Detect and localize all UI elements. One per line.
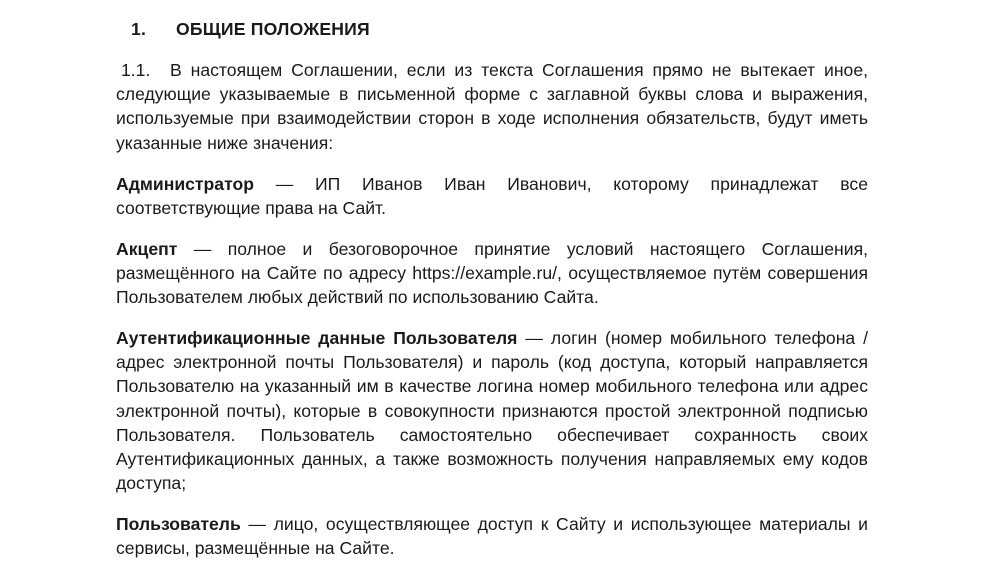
definition-administrator	[116, 172, 868, 220]
section-title: ОБЩИЕ ПОЛОЖЕНИЯ	[176, 19, 370, 39]
definition-text: — лицо, осуществляющее доступ к Сайту и использующее материалы и сервисы, размещённые на Сайте.	[116, 514, 868, 559]
section-heading	[131, 17, 370, 41]
definition-text: — ИП Иванов Иван Иванович, которому принадлежат все соответствующие права на Сайт.	[116, 174, 868, 219]
definition-auth-data	[116, 326, 868, 495]
clause-paragraph	[116, 58, 868, 155]
definition-term: Пользователь	[116, 514, 241, 534]
definition-term: Акцепт	[116, 239, 178, 259]
section-number: 1.	[131, 19, 147, 39]
definition-user	[116, 512, 868, 560]
definition-acceptance	[116, 237, 868, 310]
definition-text: — логин (номер мобильного телефона / адрес электронной почты Пользователя) и пароль (код доступа, который направляется Пользователю на указанный им в качестве логина номер мобильного телефона или адрес электронной почты), которые в совокупности признаются простой электронной подписью Пользователя. Пользователь самостоятельно обеспечивает сохранность своих Аутентификационных данных, а также возможность получения направляемых ему кодов доступа;	[116, 328, 868, 494]
definition-term: Администратор	[116, 174, 254, 194]
definition-term: Аутентификационные данные Пользователя	[116, 328, 518, 348]
clause-text: В настоящем Соглашении, если из текста Соглашения прямо не вытекает иное, следующие указываемые в письменной форме с заглавной буквы слова и выражения, используемые при взаимодействии сторон в ходе исполнения обязательств, будут иметь указанные ниже значения:	[116, 60, 868, 153]
clause-number: 1.1.	[121, 60, 151, 80]
definition-text: — полное и безоговорочное принятие условий настоящего Соглашения, размещённого на Сайте по адресу https://example.ru/, осуществляемое путём совершения Пользователем любых действий по использованию Сайта.	[116, 239, 868, 308]
